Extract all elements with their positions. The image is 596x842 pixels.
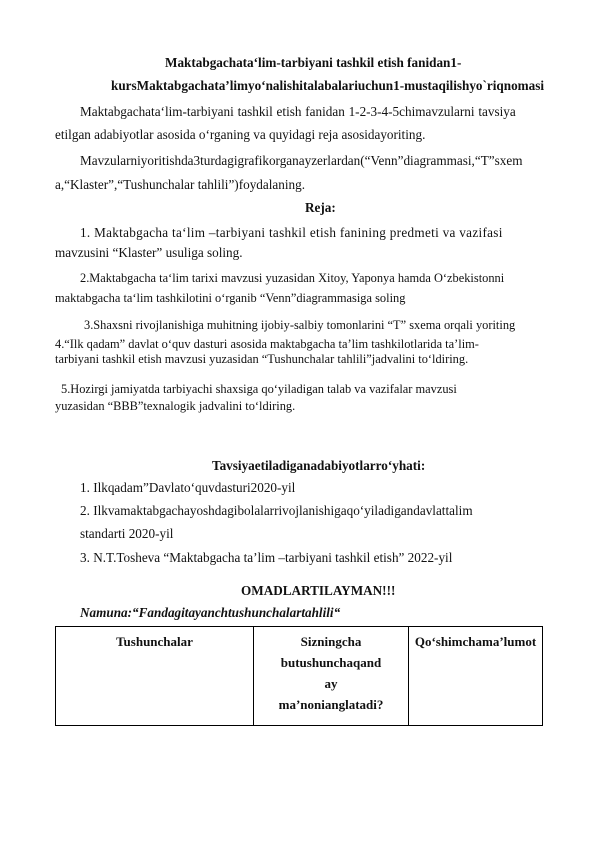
table-header-meaning [254, 627, 409, 726]
closing-text: OMADLARTILAYMAN!!! [241, 583, 396, 598]
reja-item-2-line-1: 2.Maktabgacha ta‘lim tarixi mavzusi yuzasidan Xitoy, Yaponya hamda O‘zbekistonni [80, 271, 505, 285]
literature-item-2-line-2: standarti 2020-yil [80, 526, 174, 541]
literature-item-2-line-1: 2. Ilkvamaktabgachayoshdagibolalarrivojlanishigaqo‘yiladigandavlattalim [80, 503, 473, 518]
reja-item-5-line-2: yuzasidan “BBB”texnalogik jadvalini to‘ldiring. [55, 399, 296, 413]
header-meaning-line-2: butushunchaqand [280, 655, 382, 670]
doc-title-line-2: kursMaktabgachata’limyo‘nalishitalabalariuchun1-mustaqilishyo`riqnomasi [111, 78, 545, 93]
literature-item-1: 1. Ilkqadam”Davlato‘quvdasturi2020-yil [80, 480, 296, 495]
header-additional-text: Qo‘shimchama’lumot [414, 634, 537, 649]
header-meaning-line-1: Sizningcha [300, 634, 362, 649]
doc-title-line-1: Maktabgachata‘lim-tarbiyani tashkil etish fanidan1- [165, 55, 462, 70]
intro-paragraph-1-line-1: Maktabgachata‘lim-tarbiyani tashkil etish fanidan 1-2-3-4-5chimavzularni tavsiya [80, 104, 516, 119]
intro-paragraph-2-line-2: a,“Klaster”,“Tushunchalar tahlili”)foydalaning. [55, 177, 305, 192]
reja-heading: Reja: [305, 200, 336, 215]
reja-item-5-line-1: 5.Hozirgi jamiyatda tarbiyachi shaxsiga qo‘yiladigan talab va vazifalar mavzusi [61, 382, 457, 396]
intro-paragraph-1-line-2: etilgan adabiyotlar asosida o‘rganing va quyidagi reja asosidayoriting. [55, 127, 426, 142]
header-meaning-line-4: ma’nonianglatadi? [278, 697, 384, 712]
header-concepts-text: Tushunchalar [116, 634, 193, 649]
sample-label: Namuna:“Fandagitayanchtushunchalartahlili“ [80, 605, 341, 620]
table-header-concepts [56, 627, 254, 726]
intro-paragraph-2-line-1: Mavzularniyoritishda3turdagigrafikorganayzerlardan(“Venn”diagrammasi,“T”sxem [80, 153, 523, 168]
reja-item-1-line-2: mavzusini “Klaster” usuliga soling. [55, 245, 243, 260]
reja-item-1-line-1: 1. Maktabgacha ta‘lim –tarbiyani tashkil etish fanining predmeti va vazifasi [80, 225, 503, 240]
reja-item-4-line-2: tarbiyani tashkil etish mavzusi yuzasidan “Tushunchalar tahlili”jadvalini to‘ldiring. [55, 352, 469, 366]
literature-heading: Tavsiyaetiladiganadabiyotlarro‘yhati: [212, 458, 426, 473]
reja-item-2-line-2: maktabgacha ta‘lim tashkilotini o‘rganib “Venn”diagrammasiga soling [55, 291, 406, 305]
header-meaning-line-3: ay [324, 676, 338, 691]
table-header-additional [409, 627, 543, 726]
reja-item-3-line-1: 3.Shaxsni rivojlanishiga muhitning ijobiy-salbiy tomonlarini “T” sxema orqali yoriting [84, 318, 516, 332]
reja-item-4-line-1: 4.“Ilk qadam” davlat o‘quv dasturi asosida maktabgacha ta’lim tashkilotlarida ta’lim- [55, 337, 479, 351]
literature-item-3: 3. N.T.Tosheva “Maktabgacha ta’lim –tarbiyani tashkil etish” 2022-yil [80, 550, 453, 565]
concept-analysis-table [55, 626, 543, 726]
table-header-row [56, 627, 543, 726]
